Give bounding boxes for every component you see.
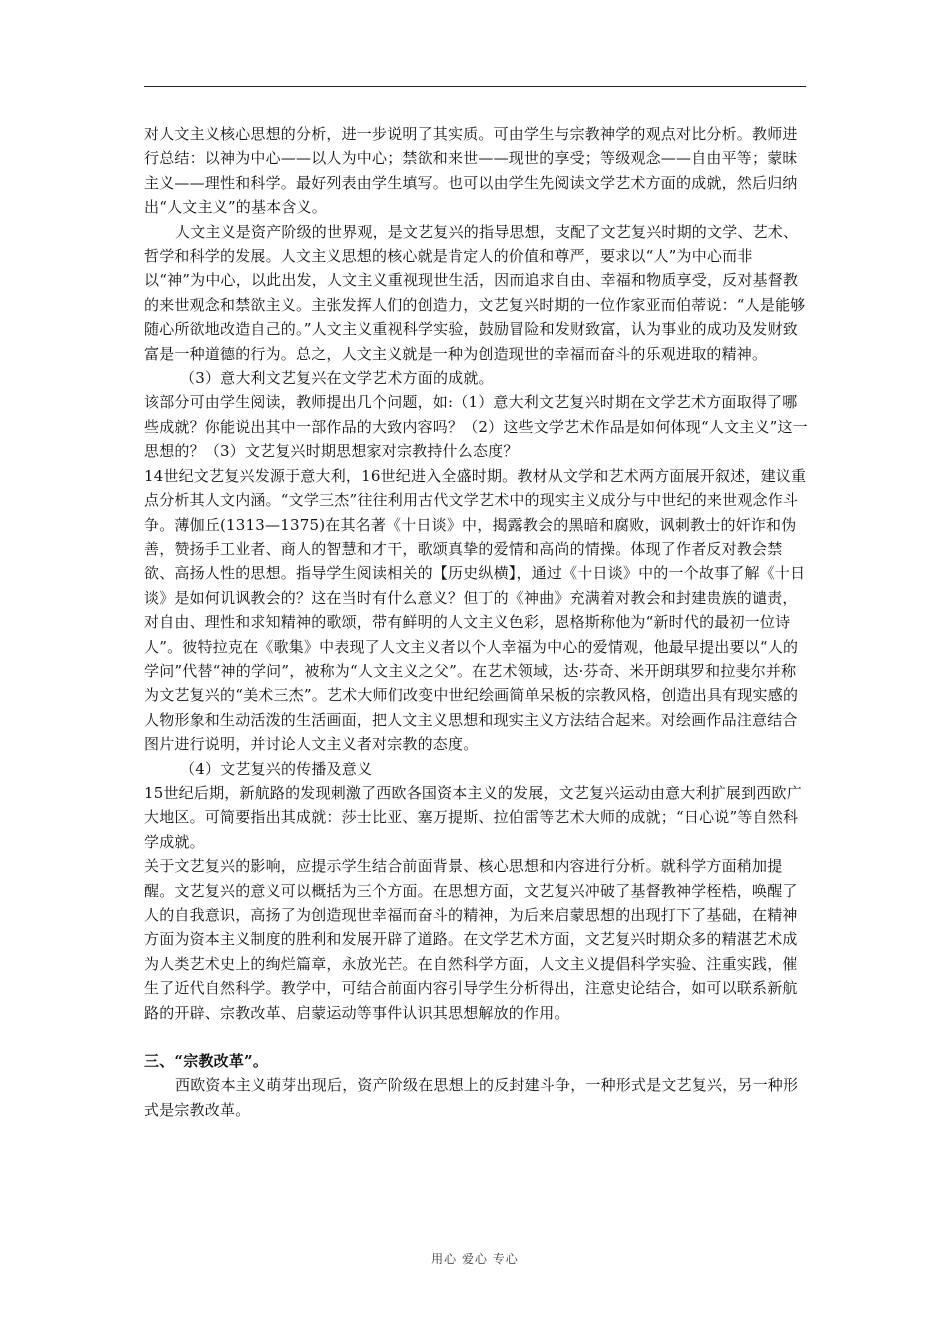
paragraph-analysis-summary: 对人文主义核心思想的分析，进一步说明了其实质。可由学生与宗教神学的观点对比分析。教师进行总结：以神为中心——以人为中心；禁欲和来世——现世的享受；等级观念——自由平等；蒙昧主义——理性和科学。最好列表由学生填写。也可以由学生先阅读文学艺术方面的成就，然后归纳出“人文主义”的基本含义。 bbox=[144, 125, 798, 217]
paragraph-influence: 关于文艺复兴的影响，应提示学生结合前面背景、核心思想和内容进行分析。就科学方面稍加提醒。文艺复兴的意义可以概括为三个方面。在思想方面，文艺复兴冲破了基督教神学桎梏，唤醒了人的自我意识，高扬了为创造现世幸福而奋斗的精神，为后来启蒙思想的出现打下了基础，在精神方面为资本主义制度的胜利和发展开辟了道路。在文学艺术方面，文艺复兴时期众多的精湛艺术成为人类艺术史上的绚烂篇章，永放光芒。在自然科学方面，人文主义提倡科学实验、注重实践，催生了近代自然科学。教学中，可结合前面内容引导学生分析得出，注意史论结合，如可以联系新航路的开辟、宗教改革、启蒙运动等事件认识其思想解放的作用。 bbox=[144, 857, 798, 1022]
page-footer: 用心 爱心 专心 bbox=[431, 1252, 519, 1266]
subheading-spread-significance: （4）文艺复兴的传播及意义 bbox=[180, 759, 373, 778]
paragraph-teacher-questions: 该部分可由学生阅读，教师提出几个问题，如:（1）意大利文艺复兴时期在文学艺术方面取得了哪些成就？你能说出其中一部作品的大致内容吗？（2）这些文学艺术作品是如何体现“人文主义”这一思想的？（3）文艺复兴时期思想家对宗教持什么态度？ bbox=[144, 393, 808, 461]
document-body bbox=[144, 122, 808, 1122]
header-rule bbox=[144, 86, 806, 87]
paragraph-literature-art: 14世纪文艺复兴发源于意大利，16世纪进入全盛时期。教材从文学和艺术两方面展开叙述，建议重点分析其人文内涵。“文学三杰”往往利用古代文学艺术中的现实主义成分与中世纪的来世观念作斗争。薄伽丘(1313—1375)在其名著《十日谈》中，揭露教会的黑暗和腐败，讽刺教士的奸诈和伪善，赞扬手工业者、商人的智慧和才干，歌颂真挚的爱情和高尚的情操。体现了作者反对教会禁欲、高扬人性的思想。指导学生阅读相关的【历史纵横】，通过《十日谈》中的一个故事了解《十日谈》是如何讥讽教会的？这在当时有什么意义？但丁的《神曲》充满着对教会和封建贵族的谴责，对自由、理性和求知精神的歌颂，带有鲜明的人文主义色彩，恩格斯称他为“新时代的最初一位诗人”。彼特拉克在《歌集》中表现了人文主义者以个人幸福为中心的爱情观，他最早提出要以“人的学问”代替“神的学问”，被称为“人文主义之父”。在艺术领域，达·芬奇、米开朗琪罗和拉斐尔并称为文艺复兴的“美术三杰”。艺术大师们改变中世纪绘画简单呆板的宗教风格，创造出具有现实感的人物形象和生动活泼的生活画面，把人文主义思想和现实主义方法结合起来。对绘画作品注意结合图片进行说明，并讨论人文主义者对宗教的态度。 bbox=[144, 466, 807, 754]
section-gap bbox=[144, 1025, 808, 1049]
subheading-italian-achievements: （3）意大利文艺复兴在文学艺术方面的成就。 bbox=[180, 369, 494, 388]
section-heading-reformation: 三、“宗教改革”。 bbox=[144, 1052, 269, 1071]
paragraph-spread: 15世纪后期，新航路的发现刺激了西欧各国资本主义的发展，文艺复兴运动由意大利扩展到西欧广大地区。可简要指出其成就：莎士比亚、塞万提斯、拉伯雷等艺术大师的成就；“日心说”等自然科学成就。 bbox=[144, 783, 802, 851]
paragraph-reformation-intro: 西欧资本主义萌芽出现后，资产阶级在思想上的反封建斗争，一种形式是文艺复兴，另一种形式是宗教改革。 bbox=[144, 1076, 799, 1119]
paragraph-humanism-definition: 人文主义是资产阶级的世界观，是文艺复兴的指导思想，支配了文艺复兴时期的文学、艺术、哲学和科学的发展。人文主义思想的核心就是肯定人的价值和尊严，要求以“人”为中心而非以“神”为中心，以此出发，人文主义重视现世生活，因而追求自由、幸福和物质享受，反对基督教的来世观念和禁欲主义。主张发挥人们的创造力，文艺复兴时期的一位作家亚而伯蒂说：“人是能够随心所欲地改造自己的。”人文主义重视科学实验，鼓励冒险和发财致富，认为事业的成功及发财致富是一种道德的行为。总之，人文主义就是一种为创造现世的幸福而奋斗的乐观进取的精神。 bbox=[144, 222, 806, 363]
